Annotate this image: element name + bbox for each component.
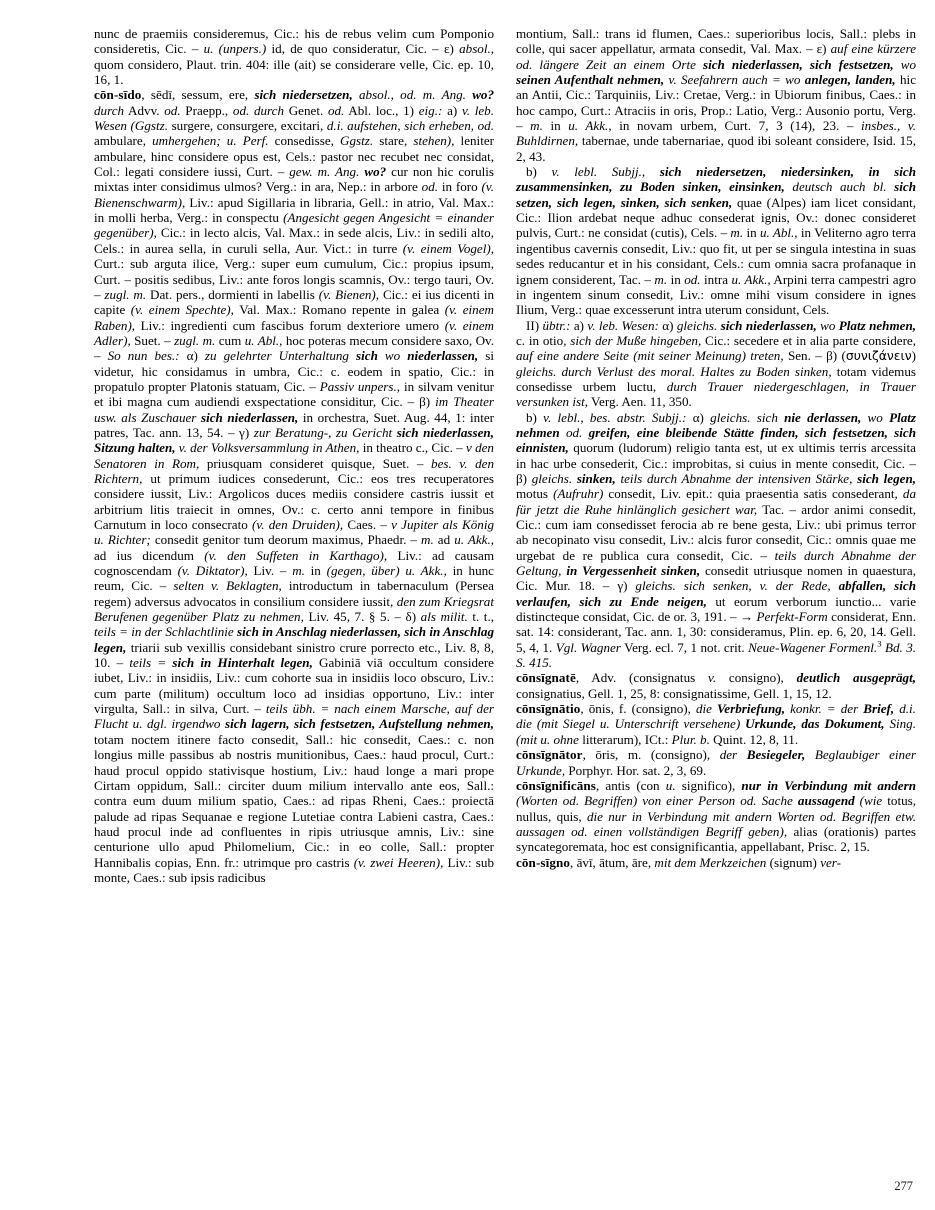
text-run: significo), <box>675 777 742 793</box>
text-run: ) <box>911 348 916 364</box>
german-gloss: sich <box>356 348 378 364</box>
text-run: Caes. – <box>343 517 392 532</box>
headword: cōn-sīdo <box>94 87 142 103</box>
text-run: ver- <box>820 854 842 870</box>
text-run: absol., od. m. Ang. <box>352 87 473 103</box>
german-gloss: sich niederlassen, <box>200 409 299 425</box>
german-gloss: Verbriefung, <box>717 701 786 717</box>
text-run: Liv. – <box>247 563 293 579</box>
text-run: v den Senatoren in Rom, <box>94 440 494 471</box>
text-run: Cic.: in lecto alcis, Val. Max.: in sede alcis, Liv.: in sedili alto, Cels.: in aurea sella, in curuli sella, Aur. Vict.: in turre <box>94 225 494 256</box>
text-run: consedit, Liv. epit.: quia praesentia satis consederant, <box>603 486 903 502</box>
text-run: leniter ambulare, hinc considere opus est, Cels.: pastor nec recubet nec considat, Col.: legati considere iussi, Curt. – <box>94 133 495 180</box>
text-run: u. (unpers.) <box>203 41 267 57</box>
text-run: α) <box>686 409 711 425</box>
text-run: auf eine kürzere od. längere Zeit an einem Orte <box>516 41 917 72</box>
text-run: v. der Volksversammlung in Athen, <box>175 440 360 456</box>
text-run: Suet. – <box>130 332 175 348</box>
text-run: consedisse, <box>268 133 341 149</box>
text-run: teils übh. = nach einem Marsche, auf der Flucht u. dgl. irgendwo <box>94 701 494 732</box>
text-run: m. <box>421 532 434 548</box>
text-run: , antis (con <box>595 777 666 793</box>
text-run: Passiv unpers., <box>319 378 401 394</box>
text-run: quae (Alpes) iam licet considant, Cic.: Ilion ardebat neque adhuc consederat ignis, Ov.: donec consideret pulvis, Curt.: ne considat (cutis), Cels. – <box>516 194 916 241</box>
text-run: stehen), <box>413 133 455 149</box>
text-run: montium, Sall.: trans id flumen, Caes.: superioribus locis, Sall.: plebs in colle, qui sacer appellatur, armata consedit, Val. Max. – ε) <box>516 26 916 57</box>
text-run: gleichs. sich <box>710 409 785 425</box>
text-run: Liv.: ad causam cognoscendam <box>94 547 495 579</box>
dictionary-entry-con-sido-cont <box>516 26 916 164</box>
text-run: ut primum iudices consederunt, Cic.: eos tres recuperatores considere iussit, Liv.: Argolicos duces mediis considere castris iussit et arbitrium litis traiecit in omnes, Ov.: c. certo anni tempore in finibus Carnutum in loco consecrato <box>94 470 494 532</box>
german-gloss: sich in Hinterhalt legen, <box>172 655 313 671</box>
german-gloss: seinen Aufenthalt nehmen, <box>516 72 665 88</box>
text-run: deutsch auch bl. <box>784 179 895 195</box>
right-text-column <box>516 26 916 870</box>
german-gloss: sich niedersetzen, niedersinken, in sich zusammensinken, zu Boden sinken, einsinken, <box>516 164 916 195</box>
german-gloss: aussagend <box>797 793 855 809</box>
text-run: in foro <box>438 179 482 195</box>
text-run: Dat. pers., dormienti in labellis <box>146 286 319 302</box>
text-run: Ggstz. <box>340 133 374 149</box>
text-run: Advv. <box>124 102 165 118</box>
text-run: od. durch <box>232 102 285 118</box>
text-run: (Angesicht gegen Angesicht = einander gegenüber), <box>94 210 494 241</box>
text-run: Vgl. Wagner <box>555 639 621 655</box>
text-run: u. Akk., <box>731 271 771 287</box>
german-gloss: sinken, <box>576 470 616 486</box>
text-run: u. Akk., <box>454 532 495 548</box>
text-run: Verg. Aen. 11, 350. <box>588 394 692 410</box>
german-gloss: deutlich ausgeprägt, <box>796 670 916 686</box>
page-columns <box>22 26 917 1166</box>
german-gloss: niederlassen, <box>407 348 479 364</box>
headword: cōn-sīgno <box>516 854 571 870</box>
dictionary-entry-consignificans <box>516 778 916 855</box>
text-run: cum <box>215 332 245 348</box>
german-gloss: wo? <box>472 87 495 103</box>
text-run: in <box>304 563 327 579</box>
text-run: b) <box>526 164 552 180</box>
text-run: surgere, consurgere, excitari, <box>168 118 327 134</box>
text-run: (v. Diktator), <box>177 563 248 579</box>
text-run: consedit utriusque nomen in quaestura, Cic. Mur. 18. – γ) <box>516 563 917 594</box>
text-run: zu gelehrter Unterhaltung <box>204 348 357 364</box>
text-run: introductum in tabernaculum (Persea regem) adversus advocatos in consilium considere iussit, <box>94 578 494 609</box>
text-run: a) <box>570 317 588 333</box>
text-run: u. Abl., <box>244 332 283 348</box>
text-run: (v. einem Vogel), <box>402 240 494 256</box>
text-run: totus, nullus, quis, <box>516 793 916 824</box>
text-run: od. <box>327 102 345 118</box>
german-gloss: sich setzen, sich legen, sinken, sich senken, <box>516 179 916 210</box>
german-gloss: sich lagern, sich festsetzen, Aufstellung nehmen, <box>224 716 494 732</box>
text-run: b) <box>526 409 544 425</box>
text-run: , ōris, m. (consigno), <box>582 747 720 763</box>
text-run: zugl. m. <box>174 332 216 348</box>
text-run: Bd. 3. S. 415. <box>516 639 917 671</box>
german-gloss: sich niederlassen, <box>720 317 817 333</box>
text-run: übtr.: <box>542 317 571 333</box>
text-run: wo <box>816 317 839 333</box>
text-run: (v. den Druiden), <box>252 517 344 532</box>
text-run: in novam urbem, Curt. 7, 3 (14), 23. – <box>611 118 862 134</box>
page-number: 277 <box>894 1179 913 1193</box>
text-run: (Worten od. Begriffen) von einer Person od. Sache <box>516 793 798 809</box>
text-run: v. Seefahrern auch = wo <box>664 72 805 88</box>
text-run: Verg. ecl. 7, 1 not. crit. <box>620 639 749 655</box>
text-run: stare, <box>373 133 414 149</box>
text-run: Sing. (mit u. ohne <box>516 716 916 747</box>
dictionary-entry-considero-tail <box>94 26 494 87</box>
text-run: im Theater usw. als Zuschauer <box>94 394 494 425</box>
text-run: Cic.: ei ius dicenti in capite <box>94 286 495 318</box>
text-run: m. <box>730 225 744 241</box>
text-run: od. <box>684 271 701 287</box>
text-run: Arpini terra campestri agro in ingentem sinum consedit, Liv.: omne mihi visum considere in ignes Ilium, Verg.: quae excesserunt intra uterum considunt, Cels. <box>516 271 917 318</box>
german-gloss: Besiegeler, <box>746 747 806 763</box>
text-run: u. Abl., <box>759 225 798 241</box>
text-run: alias (orationis) partes syncategoremata, hoc est consignificantia, appellabant, Prisc. 2, 15. <box>516 823 916 855</box>
dictionary-entry-consignate <box>516 670 916 701</box>
headword: cōnsīgnificāns <box>516 777 596 793</box>
text-run: teils = <box>129 655 173 671</box>
text-run: wo <box>861 409 890 425</box>
text-run: (v. zwei Heeren), <box>353 854 444 870</box>
text-run: quom considero, Plaut. trin. 404: ille (ait) se considerare velle, Cic. ep. 10, 16, 1. <box>94 56 494 88</box>
text-run: durch <box>94 102 125 118</box>
text-run: v Jupiter als König u. Richter; <box>94 517 495 548</box>
text-run: teils durch Abnahme der intensiven Stärke, <box>615 470 858 486</box>
dictionary-entry-con-sido-II <box>516 318 916 410</box>
german-gloss: sich niedersetzen, <box>254 87 353 103</box>
text-run: gleichs. durch Verlust des moral. Haltes zu Boden sinken, <box>516 363 832 379</box>
text-run: α) <box>658 317 677 333</box>
german-gloss: Platz nehmen, <box>838 317 917 333</box>
text-run: in <box>743 225 760 241</box>
text-run: si videtur, hic considamus in umbra, Cic.: c. eodem in spatio, Cic.: in propatulo propter Platonis statuam, Cic. – <box>94 348 494 394</box>
text-run: m. <box>530 118 543 134</box>
german-gloss: nur in Verbindung mit andern <box>741 777 916 793</box>
text-run: gleichs. <box>676 317 721 333</box>
text-run: Genet. <box>284 102 328 118</box>
text-run: Curt.: sub arguta ilice, Verg.: super eum cumulum, Cic.: propius ipsum, Curt. – positis sedibus, Liv.: ante foros longis scamnis, Ov.: tergo tauri, Ov. – <box>94 256 494 302</box>
text-run: Sen. – β) ( <box>783 348 846 364</box>
text-run: totam videmus consedisse urbem luctu, <box>516 363 916 394</box>
text-run: , Adv. (consignatus <box>575 670 708 686</box>
text-run: a) <box>442 102 462 118</box>
text-run: Tac. – ardor animi consedit, Cic.: cum iam consedisset ferocia ab re bene gesta, Liv.: ubi primus terror ab necopinato visu consedit, Liv.: alcis furor consedit, Cic.: omnis quae me urgebat de re publica cura consedit, Cic. – <box>516 501 917 563</box>
text-run: selten v. Beklagten, <box>173 578 282 594</box>
text-run: litterarum), ICt.: <box>578 731 672 747</box>
text-run: (v. einem Raben), <box>94 302 494 333</box>
text-run: in hunc reum, Cic. – <box>94 563 494 594</box>
text-run: eig.: <box>418 102 443 118</box>
dictionary-entry-consignatio <box>516 701 916 747</box>
text-run: teils = in der Schlachtlinie <box>94 624 238 640</box>
text-run: (signum) <box>766 854 821 870</box>
german-gloss: sich niederlassen, sich festsetzen, <box>702 56 894 72</box>
text-run: Plur. b. <box>671 731 710 747</box>
text-run: od. <box>164 102 181 118</box>
text-run: α) <box>179 348 205 364</box>
text-run: od. <box>559 424 589 440</box>
text-run: zugl. m. <box>104 286 147 302</box>
text-run: hoc poteras mecum considere saxo, Ov. – <box>94 332 495 364</box>
text-run: konkr. = der <box>785 701 864 717</box>
text-run: consigno), <box>716 670 797 686</box>
text-run: auf eine andere Seite (mit seiner Meinung) treten, <box>516 348 784 364</box>
german-gloss: abfallen, sich verlaufen, sich zu Ende neigen, <box>516 578 916 609</box>
text-run: die nur in Verbindung mit andern Worten od. Begriffen etw. aussagen od. einen vollständigen Begriff geben), <box>516 808 916 839</box>
text-run: in orchestra, Suet. Aug. 44, 1: inter patres, Tac. ann. 13, 54. – γ) <box>94 409 495 440</box>
text-run: mit dem Merkzeichen <box>654 854 767 870</box>
german-gloss: Urkunde, das Dokument, <box>745 716 885 732</box>
text-run: v. lebl., bes. abstr. Subjj.: <box>543 409 687 425</box>
text-run: u. Akk., <box>568 118 612 134</box>
text-run: der <box>719 747 747 763</box>
text-run: consignatius, Gell. 1, 25, 8: consignatissime, Gell. 1, 15, 12. <box>516 685 832 701</box>
text-run: da für jetzt die Ruhe hinlänglich gesichert war, <box>516 486 916 517</box>
dictionary-entry-con-signo <box>516 855 916 870</box>
text-run: consedit genitor tum deorum maximus, Phaedr. – <box>150 532 421 548</box>
text-run: in <box>542 118 569 134</box>
text-run: intra <box>700 271 732 287</box>
german-gloss: greifen, eine bleibende Stätte finden, sich festsetzen, sich einnisten, <box>516 424 916 456</box>
text-run: ad ius dicendum <box>94 547 205 563</box>
text-run: d.i. die (mit Siegel u. Unterschrift versehene) <box>516 701 916 732</box>
text-run: Neue-Wagener Formenl. <box>748 639 878 655</box>
text-run: tabernae, unde tabernariae, quod ibi soleant considere, Isid. 15, 2, 43. <box>516 133 916 164</box>
text-run: od. <box>421 179 439 195</box>
text-run: d.i. aufstehen, sich erheben, od. <box>326 118 495 134</box>
text-run: Praepp., <box>180 102 233 118</box>
text-run: den zum Kriegsrat Berufenen gegenüber Platz zu nehmen, <box>94 593 494 625</box>
text-run: Beglaubiger einer Urkunde, <box>516 747 916 778</box>
text-run: Liv.: apud Sigillaria in libraria, Gell.: in atrio, Val. Max.: in molli herba, Verg.: in conspectu <box>94 194 494 226</box>
dictionary-entry-consignator <box>516 747 916 778</box>
text-run: Cic.: secedere et in alia parte considere, <box>701 332 917 348</box>
text-run: wo <box>893 56 916 72</box>
german-gloss: sich in Anschlag niederlassen, sich in Anschlag legen, <box>94 624 494 655</box>
text-run: c. in otio, <box>516 332 571 348</box>
text-run: in <box>667 271 685 287</box>
text-run: (gegen, über) u. Akk., <box>326 563 447 579</box>
text-run: (v. einem Adler), <box>94 317 495 348</box>
text-run: , ōnis, f. (consigno), <box>580 701 696 717</box>
text-run: teils durch Abnahme der Geltung, <box>516 547 916 579</box>
text-run: Liv. 45, 7. § 5. – δ) <box>303 609 421 625</box>
greek-gloss: συνιζάνειν <box>845 348 912 364</box>
text-run: (v. den Suffeten in Karthago), <box>204 547 388 563</box>
text-run: ut eorum verborum iunctio... varie distincteque considat, Cic. de or. 3, 191. – → <box>516 593 917 625</box>
text-run: (v. Bienen), <box>318 286 380 302</box>
text-run: , āvī, ātum, āre, <box>570 854 655 870</box>
text-run: So nun bes.: <box>107 348 180 364</box>
text-run: id, de quo consideratur, Cic. – ε) <box>266 41 460 57</box>
text-run: Gabiniā viā occultum considere iubet, Liv.: in insidiis, Liv.: cum cohorte sua in insidiis loco obscuro, Liv.: cum parte (militum) occultum loco ad insidias opportuno, Liv.: inter virgulta, Sall.: in silva, Curt. – <box>94 655 494 717</box>
text-run: Liv.: sub monte, Caes.: sub ipsis radicibus <box>94 854 494 885</box>
text-run: umhergehen; u. Perf. <box>152 133 269 149</box>
text-run: nunc de praemiis consideremus, Cic.: his de rebus velim cum Pomponio consideretis, Cic. – <box>94 26 494 57</box>
text-run: t. t., <box>467 609 494 625</box>
text-run: Porphyr. Hor. sat. 2, 3, 69. <box>565 762 707 778</box>
headword: cōnsīgnātio <box>516 701 581 717</box>
dictionary-entry-con-sido <box>94 87 494 885</box>
text-run: Liv.: ingredienti cum fascibus forum dexteriore umero <box>135 317 445 333</box>
text-run: 3 <box>877 638 882 649</box>
text-run: totam noctem itinere facto consedit, Sall.: hic consedit, Caes.: c. non longius mille passibus ab nostris munitionibus, Caes.: haud procul, Curt.: haud procul oppido stativisque hostium, Liv.: haud longe a mari prope Cirtam oppidum, Sall.: circiter duum milium intervallo ante eos, Sall.: contra eum duum milium spatio, Caes.: ad ripas Rheni, Caes.: proiectā palude ad ripas Sequanae e regione Lutetiae contra Labieni castra, Caes.: haud procul inde ad confluentes in ripis utriusque amnis, Liv.: sine centurione ullo apud Philomelium, Cic.: in eo colle, Sall.: propter Hannibalis copias, Enn. fr.: utrimque pro castris <box>94 731 494 870</box>
german-gloss: Platz nehmen <box>516 409 917 440</box>
text-run: ambulare, <box>94 133 153 149</box>
german-gloss: in Vergessenheit sinken, <box>566 563 701 579</box>
text-run: Perfekt-Form <box>756 609 828 625</box>
german-gloss: sich legen, <box>857 470 916 486</box>
text-run: m. <box>654 271 668 287</box>
text-run: Quint. 12, 8, 11. <box>709 731 799 747</box>
text-run: gleichs. sich senken, v. der Rede, <box>635 578 839 594</box>
german-gloss: Brief, <box>863 701 895 717</box>
text-run: Abl. loc., 1) <box>344 102 419 118</box>
text-run: in Veliterno agro terra ingentibus cavernis consedit, Liv.: quo fit, ut per se singula intestina in suas sedes reducantur et in his considant, Cels.: cum omnia sacra profanaque in ignem considerent, Tac. – <box>516 225 916 287</box>
text-run: v. <box>708 670 717 686</box>
headword: cōnsīgnātor <box>516 747 583 763</box>
text-run: gleichs. <box>531 470 577 486</box>
text-run: m. <box>292 563 305 579</box>
text-run: die <box>695 701 718 717</box>
german-gloss: wo? <box>364 164 387 180</box>
text-run: absol., <box>459 41 495 57</box>
text-run: u. <box>665 777 676 793</box>
german-gloss: anlegen, landen, <box>804 72 896 88</box>
text-run: (Aufruhr) <box>553 486 604 502</box>
german-gloss: sich niederlassen, Sitzung halten, <box>94 424 494 456</box>
text-run: in silvam venitur et ibi magna cum audiendi exspectatione considitur, Cic. – β) <box>94 378 495 410</box>
german-gloss: nie derlassen, <box>784 409 862 425</box>
left-text-column <box>94 26 494 885</box>
text-run: quorum (ludorum) religio tanta est, ut ex ultimis terris arcessita in hac urbe consederit, Cic.: improbitas, si cuius in mente consedit, Cic. – β) <box>516 440 916 486</box>
text-run: (v. einem Spechte), <box>130 302 234 318</box>
text-run: considerat, Enn. sat. 14: considerant, Tac. ann. 1, 30: consideramus, Plin. ep. 6, 20, 14. Gell. 5, 4, 1. <box>516 609 916 655</box>
text-run: ad <box>433 532 455 548</box>
dictionary-entry-con-sido-b <box>516 164 916 317</box>
text-run: (v. Bienenschwarm), <box>94 179 494 210</box>
text-run: v. leb. Wesen (Ggstz. <box>94 102 495 134</box>
dictionary-entry-con-sido-IIb <box>516 410 916 671</box>
text-run: wo <box>377 348 408 364</box>
text-run: II) <box>526 317 543 333</box>
text-run: , sēdī, sessum, ere, <box>141 87 255 103</box>
text-run: hic an Antii, Cic.: Tarquiniis, Liv.: Cretae, Verg.: in Ubiorum finibus, Caes.: in hoc campo, Curt.: Atraciis in oris, Prop.: Latio, Verg.: Ausonio portu, Verg. – <box>516 72 917 134</box>
text-run: v. leb. Wesen: <box>587 317 659 333</box>
text-run: als milit. <box>420 609 468 625</box>
text-run: priusquam consideret quisque, Suet. – <box>199 455 432 471</box>
headword: cōnsīgnatē <box>516 670 576 686</box>
text-run: v. lebl. Subjj., <box>551 164 660 180</box>
text-run: gew. m. Ang. <box>289 164 360 180</box>
text-run: Val. Max.: Romano repente in galea <box>233 302 445 318</box>
text-run: (wie <box>854 793 883 809</box>
text-run: in theatro c., Cic. – <box>359 440 466 456</box>
text-run: durch Trauer niedergeschlagen, in Trauer versunken ist, <box>516 378 916 410</box>
text-run: sich der Muße hingeben, <box>570 332 702 348</box>
text-run: motus <box>516 486 554 502</box>
text-run: zur Beratung-, zu Gericht <box>253 424 397 440</box>
text-run: triarii sub vexillis considebant sinistro crure porrecto etc., Liv. 8, 8, 10. – <box>94 639 494 671</box>
text-run: insbes., v. Buhldirnen, <box>516 118 917 149</box>
text-run: bes. v. den Richtern, <box>94 455 494 486</box>
text-run: cur non hic corulis mixtas inter considimus ulmos? Verg.: in ara, Nep.: in arbore <box>94 164 495 195</box>
